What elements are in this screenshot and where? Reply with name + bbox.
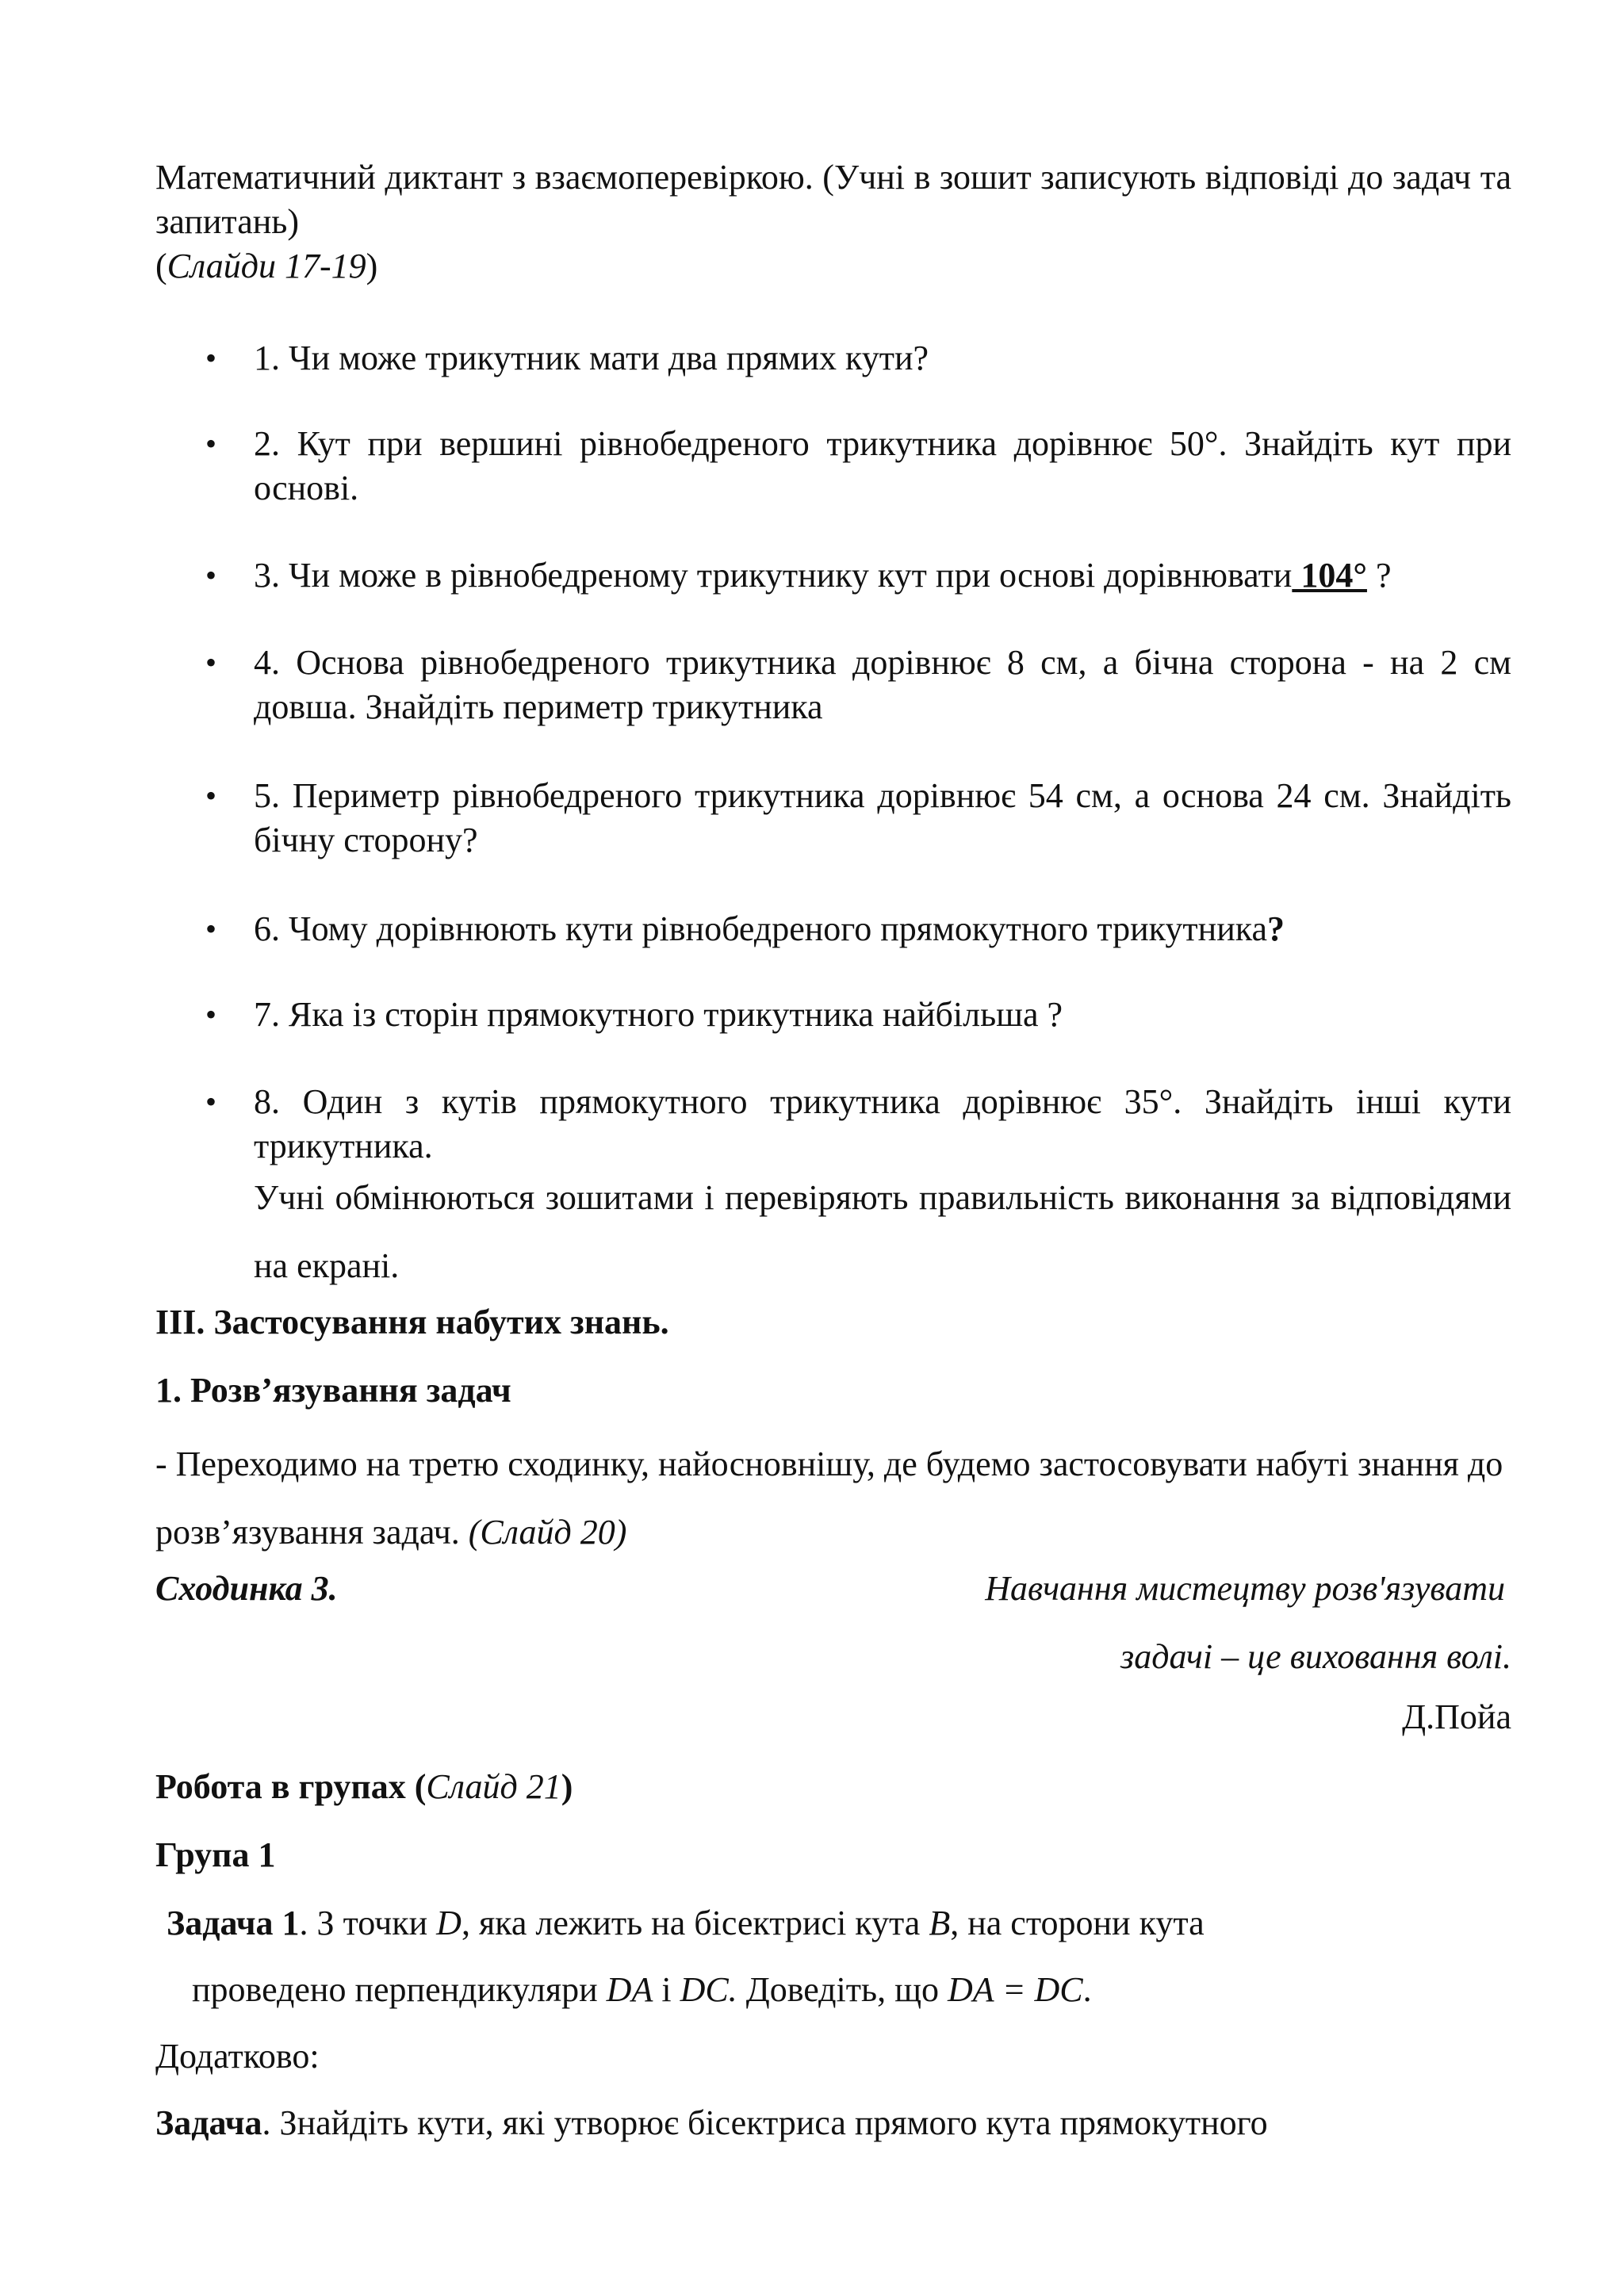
slide-ref: Слайд 21 xyxy=(426,1767,561,1806)
math-variable: D xyxy=(436,1904,462,1942)
math-expression: DA = DC xyxy=(947,1970,1083,2009)
list-item: 2. Кут при вершині рівнобедреного трикутника дорівнює 50°. Знайдіть кут при основі. xyxy=(254,424,1511,507)
list-item: 4. Основа рівнобедреного трикутника дорівнює 8 см, а бічна сторона - на 2 см довша. Знайдіть периметр трикутника xyxy=(254,643,1511,726)
bullet-marker: • xyxy=(205,778,217,813)
task-label: Задача xyxy=(155,2103,262,2142)
section-heading: III. Застосування набутих знань. xyxy=(155,1303,669,1341)
task-1 xyxy=(167,1901,1522,1946)
bullet-marker: • xyxy=(205,645,217,680)
dictation-intro-text: Математичний диктант з взаємоперевіркою. (Учні в зошит записують відповіді до задач та запитань) xyxy=(155,158,1511,241)
bullet-marker: • xyxy=(205,911,217,947)
list-item xyxy=(254,553,1511,598)
task-text: , на сторони кута xyxy=(950,1904,1205,1942)
task-1-continued xyxy=(192,1968,1548,2012)
extra-label: Додатково: xyxy=(155,2037,320,2076)
task-text: і xyxy=(653,1970,680,2009)
bullet-marker: • xyxy=(205,426,217,461)
groupwork-label: Робота в групах ( xyxy=(155,1767,427,1806)
task-2 xyxy=(155,2101,1511,2145)
question-mark-bold: ? xyxy=(1266,909,1285,948)
list-item xyxy=(254,907,1511,951)
transition-paragraph xyxy=(155,1430,1511,1567)
math-variable: DA xyxy=(606,1970,653,2009)
task-label: Задача 1 xyxy=(167,1904,300,1942)
slides-ref: Слайди 17-19 xyxy=(167,247,366,285)
group-heading: Група 1 xyxy=(155,1835,276,1874)
step-label: Сходинка 3. xyxy=(155,1569,338,1608)
task-text: . xyxy=(1082,1970,1092,2009)
task-text: . З точки xyxy=(299,1904,437,1942)
task-text: проведено перпендикуляри xyxy=(192,1970,607,2009)
list-item: 5. Периметр рівнобедреного трикутника дорівнює 54 см, а основа 24 см. Знайдіть бічну сторону? xyxy=(254,776,1511,859)
math-variable: B xyxy=(929,1904,951,1942)
slides-paren-open: ( xyxy=(155,247,167,285)
groupwork-heading xyxy=(155,1765,1511,1809)
epigraph-line-1: Навчання мистецтву розв'язувати xyxy=(985,1569,1505,1608)
task-text: , яка лежить на бісектрисі кута xyxy=(461,1904,929,1942)
list-item: 8. Один з кутів прямокутного трикутника дорівнює 35°. Знайдіть інші кути трикутника. xyxy=(254,1082,1511,1165)
slide-ref: (Слайд 20) xyxy=(468,1513,627,1552)
dictation-intro xyxy=(155,155,1511,289)
slides-paren-close: ) xyxy=(366,247,378,285)
exchange-note: Учні обмінюються зошитами і перевіряють правильність виконання за відповідями на екрані. xyxy=(254,1178,1511,1285)
bullet-marker: • xyxy=(205,340,217,376)
task-text: Доведіть, що xyxy=(737,1970,948,2009)
transition-text: - Переходимо на третю сходинку, найосновнішу, де будемо застосовувати набуті знання до розв’язування задач. xyxy=(155,1445,1503,1552)
list-item: 7. Яка із сторін прямокутного трикутника найбільша ? xyxy=(254,995,1063,1034)
groupwork-paren: ) xyxy=(561,1767,573,1806)
list-item-text: 6. Чому дорівнюють кути рівнобедреного прямокутного трикутника xyxy=(254,909,1267,948)
list-item: 1. Чи може трикутник мати два прямих кути? xyxy=(254,339,929,377)
math-variable: DC. xyxy=(680,1970,737,2009)
list-item-text-end: ? xyxy=(1366,556,1392,595)
subsection-heading: 1. Розв’язування задач xyxy=(155,1371,511,1410)
bullet-marker: • xyxy=(205,557,217,593)
epigraph-author: Д.Пойа xyxy=(1402,1697,1511,1736)
bullet-marker: • xyxy=(205,997,217,1032)
task-text: . Знайдіть кути, які утворює бісектриса прямого кута прямокутного xyxy=(262,2103,1268,2142)
emphasized-angle: 104° xyxy=(1292,556,1367,595)
list-item-text: 3. Чи може в рівнобедреному трикутнику кут при основі дорівнювати xyxy=(254,556,1293,595)
epigraph-line-2: задачі – це виховання волі. xyxy=(1120,1637,1511,1676)
bullet-marker: • xyxy=(205,1084,217,1119)
